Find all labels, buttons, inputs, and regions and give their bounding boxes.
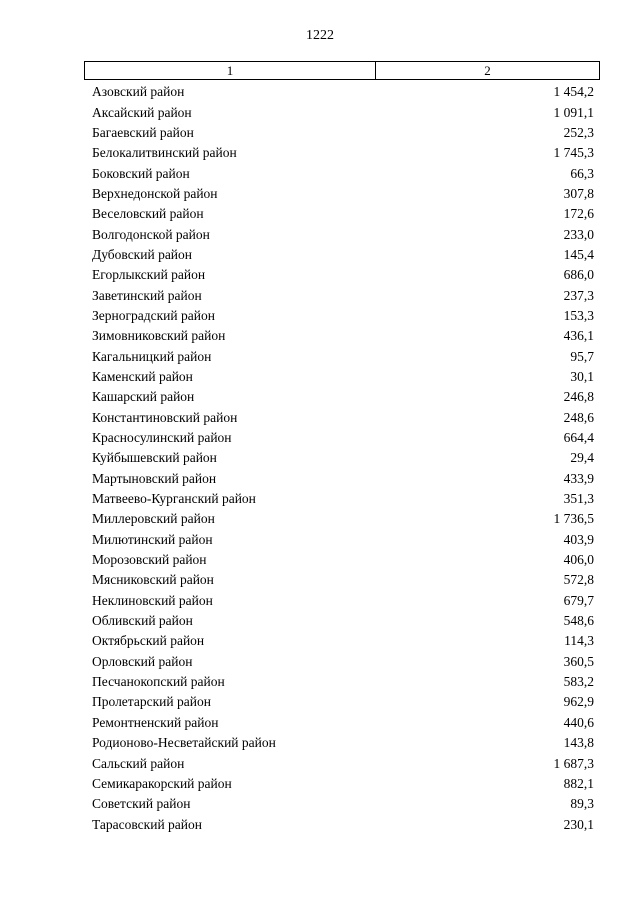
district-value: 548,6 [563,613,594,629]
table-row [92,408,594,428]
table-row [92,265,594,285]
district-name: Сальский район [92,755,185,771]
district-name: Багаевский район [92,124,194,140]
district-value: 1 687,3 [553,755,594,771]
table-row [92,692,594,712]
district-name: Белокалитвинский район [92,145,237,161]
table-row [92,774,594,794]
district-value: 440,6 [563,714,594,730]
district-name: Советский район [92,796,191,812]
table-row [92,204,594,224]
district-value: 143,8 [563,735,594,751]
district-name: Каменский район [92,368,193,384]
district-value: 95,7 [570,348,594,364]
district-name: Морозовский район [92,552,207,568]
table-row [92,428,594,448]
district-value: 89,3 [570,796,594,812]
table-row [92,245,594,265]
district-name: Тарасовский район [92,816,202,832]
district-value: 145,4 [563,246,594,262]
district-value: 406,0 [563,552,594,568]
table-row [92,509,594,529]
district-value: 153,3 [563,307,594,323]
district-value: 572,8 [563,572,594,588]
table-row [92,753,594,773]
header-cell-column-1: 1 [85,62,376,79]
table-row [92,794,594,814]
table-row [92,306,594,326]
district-value: 1 745,3 [553,145,594,161]
district-value: 30,1 [570,368,594,384]
district-value: 664,4 [563,430,594,446]
district-name: Ремонтненский район [92,714,219,730]
district-value: 237,3 [563,287,594,303]
table-row [92,591,594,611]
district-value: 433,9 [563,470,594,486]
district-value: 66,3 [570,165,594,181]
table-row [92,163,594,183]
table-row [92,469,594,489]
district-value: 679,7 [563,592,594,608]
district-name: Милютинский район [92,531,213,547]
district-name: Кашарский район [92,389,195,405]
district-name: Миллеровский район [92,511,215,527]
district-value: 403,9 [563,531,594,547]
district-name: Аксайский район [92,104,192,120]
table-row [92,82,594,102]
district-name: Семикаракорский район [92,775,232,791]
table-row [92,814,594,834]
district-name: Егорлыкский район [92,267,206,283]
district-name: Константиновский район [92,409,238,425]
district-name: Неклиновский район [92,592,213,608]
table-row [92,143,594,163]
district-name: Родионово-Несветайский район [92,735,276,751]
district-value: 583,2 [563,674,594,690]
district-name: Зимовниковский район [92,328,226,344]
district-value: 882,1 [563,775,594,791]
district-name: Песчанокопский район [92,674,225,690]
district-value: 1 454,2 [553,84,594,100]
table-row [92,489,594,509]
table-row [92,387,594,407]
table-row [92,631,594,651]
district-value: 1 736,5 [553,511,594,527]
table-row [92,123,594,143]
district-value: 1 091,1 [553,104,594,120]
district-value: 29,4 [570,450,594,466]
district-value: 360,5 [563,653,594,669]
district-value: 962,9 [563,694,594,710]
table-row [92,224,594,244]
page-number: 1222 [306,28,334,43]
table-row [92,326,594,346]
district-name: Дубовский район [92,246,193,262]
district-name: Мартыновский район [92,470,217,486]
table-body [92,82,594,835]
district-name: Пролетарский район [92,694,211,710]
district-value: 252,3 [563,124,594,140]
district-value: 172,6 [563,206,594,222]
district-value: 436,1 [563,328,594,344]
table-row [92,448,594,468]
table-row [92,285,594,305]
table-row [92,102,594,122]
district-value: 230,1 [563,816,594,832]
district-name: Кагальницкий район [92,348,212,364]
district-name: Куйбышевский район [92,450,217,466]
table-row [92,570,594,590]
table-row [92,550,594,570]
header-cell-column-2: 2 [484,62,491,78]
district-name: Зерноградский район [92,307,215,323]
district-name: Обливский район [92,613,193,629]
table-row [92,346,594,366]
district-name: Волгодонской район [92,226,210,242]
table-row [92,672,594,692]
district-name: Красносулинский район [92,430,232,446]
table-row [92,367,594,387]
table-row [92,184,594,204]
district-value: 686,0 [563,267,594,283]
district-name: Верхнедонской район [92,185,218,201]
district-name: Матвеево-Курганский район [92,491,256,507]
district-name: Орловский район [92,653,193,669]
district-value: 114,3 [564,633,594,649]
table-row [92,713,594,733]
district-value: 351,3 [563,491,594,507]
district-value: 248,6 [563,409,594,425]
district-value: 246,8 [563,389,594,405]
table-header [84,61,600,80]
district-value: 307,8 [563,185,594,201]
district-value: 233,0 [563,226,594,242]
table-row [92,652,594,672]
table-row [92,733,594,753]
table-row [92,530,594,550]
district-name: Азовский район [92,84,185,100]
table-row [92,611,594,631]
district-name: Заветинский район [92,287,202,303]
district-name: Боковский район [92,165,190,181]
district-name: Мясниковский район [92,572,214,588]
district-name: Октябрьский район [92,633,205,649]
district-name: Веселовский район [92,206,204,222]
